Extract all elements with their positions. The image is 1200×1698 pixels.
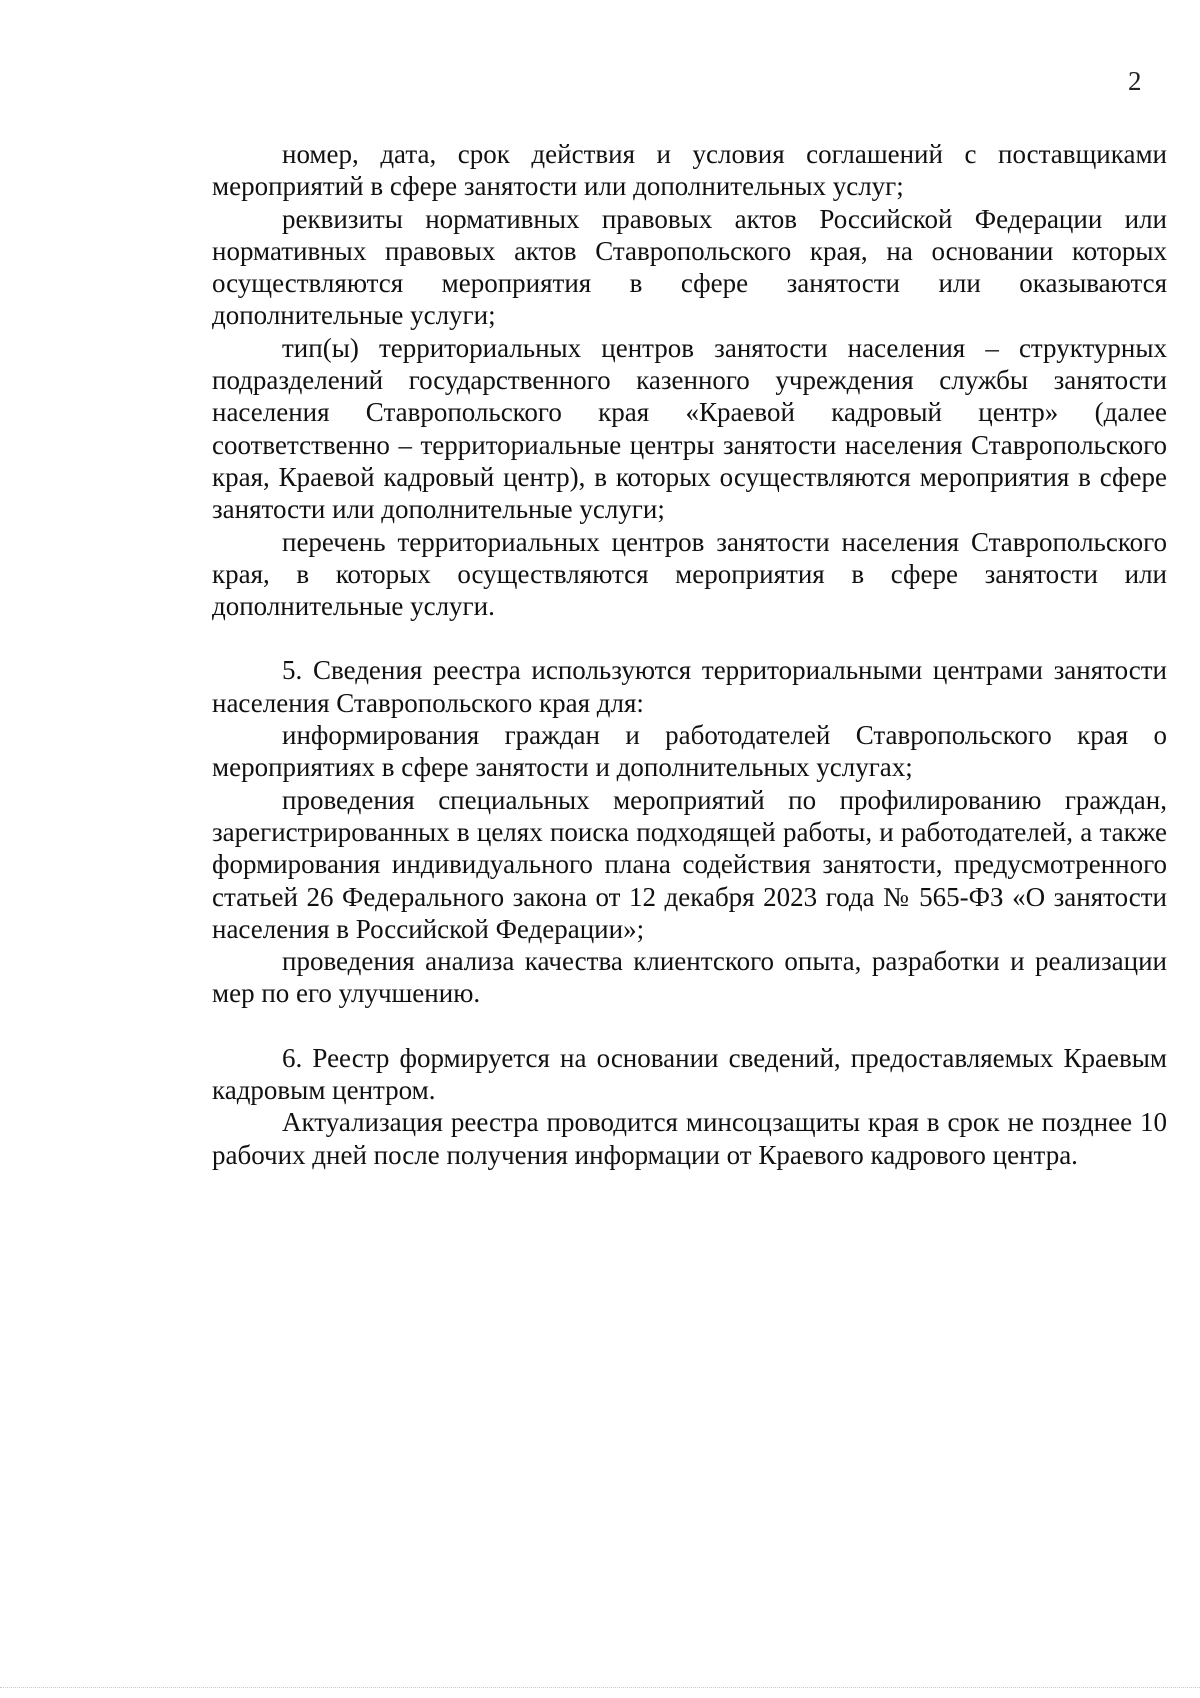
paragraph-profiling: проведения специальных мероприятий по профилированию граждан, зарегистрированных в целях поиска подходящей работы, и работодателей, а также формирования индивидуального плана содействия занятости, предусмотренного статьей 26 Федерального закона от 12 декабря 2023 года № 565-ФЗ «О занятости населения в Российской Федерации»; — [212, 784, 1167, 944]
paragraph-update: Актуализация реестра проводится минсоцзащиты края в срок не позднее 10 рабочих дней после получения информации от Краевого кадрового центра. — [212, 1107, 1167, 1170]
paragraph-legal-acts: реквизиты нормативных правовых актов Российской Федерации или нормативных правовых актов Ставропольского края, на основании которых осуществляются мероприятия в сфере занятости или оказываются дополнительные услуги; — [212, 203, 1167, 331]
paragraph-section-5: 5. Сведения реестра используются территориальными центрами занятости населения Ставропольского края для: — [212, 655, 1167, 718]
document-body — [212, 138, 1167, 1171]
paragraph-center-types: тип(ы) территориальных центров занятости населения – структурных подразделений государственного казенного учреждения службы занятости населения Ставропольского края «Краевой кадровый центр» (далее соответственно – территориальные центры занятости населения Ставропольского края, Краевой кадровый центр), в которых осуществляются мероприятия в сфере занятости или дополнительные услуги; — [212, 332, 1167, 525]
page-number: 2 — [1128, 66, 1142, 96]
paragraph-section-6: 6. Реестр формируется на основании сведений, предоставляемых Краевым кадровым центром. — [212, 1042, 1167, 1106]
scan-edge-line — [0, 1687, 1200, 1688]
paragraph-client-experience: проведения анализа качества клиентского опыта, разработки и реализации мер по его улучшению. — [212, 946, 1167, 1009]
paragraph-informing: информирования граждан и работодателей Ставропольского края о мероприятиях в сфере занятости и дополнительных услугах; — [212, 720, 1167, 783]
paragraph-center-list: перечень территориальных центров занятости населения Ставропольского края, в которых осуществляются мероприятия в сфере занятости или дополнительные услуги. — [212, 526, 1167, 622]
paragraph-agreements: номер, дата, срок действия и условия соглашений с поставщиками мероприятий в сфере занятости или дополнительных услуг; — [212, 139, 1167, 202]
